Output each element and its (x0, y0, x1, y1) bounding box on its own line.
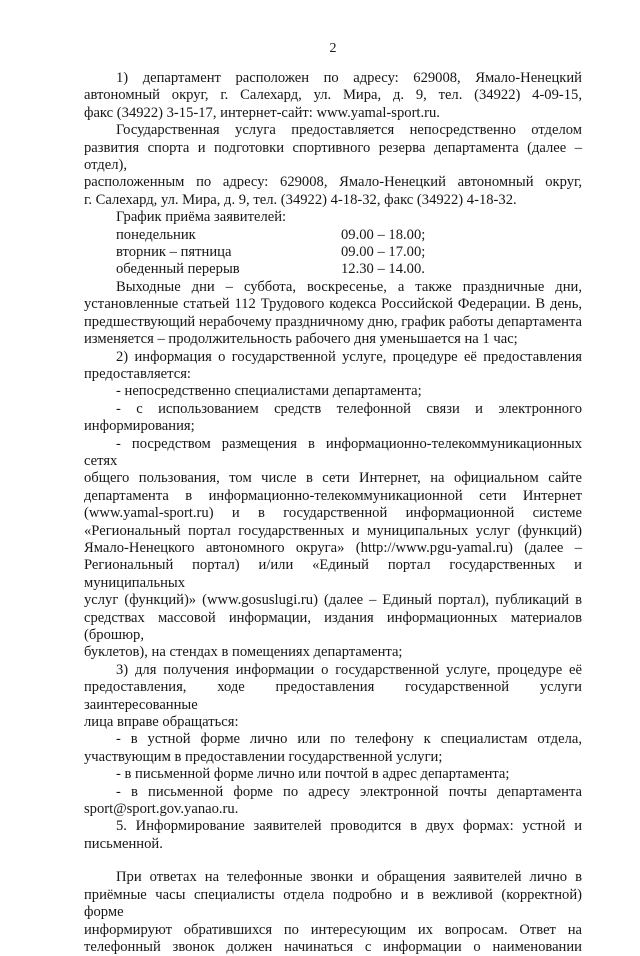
paragraph-department-address (84, 70, 582, 122)
list-item-telephone (84, 401, 582, 436)
text-line: автономный округ, г. Салехард, ул. Мира, д. 9, тел. (34922) 4-09-15, (84, 87, 582, 104)
text-line: общего пользования, том числе в сети Интернет, на официальном сайте (84, 470, 582, 487)
text-line: При ответах на телефонные звонки и обращения заявителей лично в (116, 869, 582, 886)
paragraph-information-provision (84, 349, 582, 384)
text-line: - в письменной форме лично или почтой в адрес департамента; (116, 766, 510, 783)
text-line: Выходные дни – суббота, воскресенье, а также праздничные дни, (116, 278, 582, 295)
text-line: - непосредственно специалистами департамента; (116, 383, 422, 400)
text-line: изменяется – продолжительность рабочего дня уменьшается на 1 час; (84, 331, 518, 348)
text-line: информируют обратившихся по интересующим их вопросам. Ответ на (84, 921, 582, 938)
paragraph-gap (84, 853, 582, 869)
schedule-title: График приёма заявителей: (116, 209, 287, 226)
schedule-time: 09.00 – 18.00; (341, 226, 426, 243)
document-body (84, 70, 582, 956)
text-line: средствах массовой информации, издания информационных материалов (брошюр, (84, 609, 582, 643)
list-item-written-form (84, 766, 582, 783)
text-line: развития спорта и подготовки спортивного резерва департамента (далее – отдел), (84, 139, 582, 174)
text-line: 2) информация о государственной услуге, процедуре её предоставления (116, 348, 582, 365)
schedule-day: понедельник (116, 226, 196, 243)
text-line: буклетов), на стендах в помещениях департамента; (84, 644, 403, 661)
paragraph-information-forms (84, 818, 582, 853)
text-line: установленные статьей 112 Трудового кодекса Российской Федерации. В день, (84, 296, 582, 313)
text-line: факс (34922) 3-15-17, интернет-сайт: www.yamal-sport.ru. (84, 104, 440, 121)
text-line: предоставляется: (84, 365, 191, 382)
text-line: телефонный звонок должен начинаться с информации о наименовании (84, 938, 582, 955)
page-number: 2 (329, 41, 337, 56)
text-line: - посредством размещения в информационно-телекоммуникационных сетях (84, 435, 582, 469)
schedule-row (116, 227, 582, 244)
paragraph-days-off (84, 279, 582, 349)
schedule-time: 09.00 – 17.00; (341, 244, 426, 261)
text-line: sport@sport.gov.yanao.ru. (84, 801, 239, 818)
text-line: Ямало-Ненецкого автономного округа» (http://www.pgu-yamal.ru) (далее – (84, 539, 582, 556)
text-line: лица вправе обращаться: (84, 714, 239, 731)
reception-schedule (84, 227, 582, 279)
schedule-time: 12.30 – 14.00. (341, 261, 425, 278)
text-line: письменной. (84, 835, 163, 852)
paragraph-service-department (84, 122, 582, 209)
text-line: Государственная услуга предоставляется непосредственно отделом (116, 122, 582, 139)
text-line: - в письменной форме по адресу электронной почты департамента (116, 783, 582, 800)
list-item-specialists (84, 383, 582, 400)
list-item-email (84, 784, 582, 819)
text-line: г. Салехард, ул. Мира, д. 9, тел. (34922) 4-18-32, факс (34922) 4-18-32. (84, 191, 517, 208)
text-line: приёмные часы специалисты отдела подробно и в вежливой (корректной) форме (84, 886, 582, 921)
paragraph-telephone-answers (84, 869, 582, 956)
list-item-internet (84, 436, 582, 662)
schedule-row (116, 244, 582, 261)
text-line: - в устной форме лично или по телефону к специалистам отдела, (116, 731, 582, 748)
schedule-day: вторник – пятница (116, 244, 232, 261)
text-line: «Региональный портал государственных и муниципальных услуг (функций) (84, 522, 582, 539)
text-line: услуг (функций)» (www.gosuslugi.ru) (далее – Единый портал), публикаций в (84, 592, 582, 609)
paragraph-obtaining-information (84, 662, 582, 732)
text-line: департамента в информационно-телекоммуникационной сети Интернет (84, 487, 582, 504)
text-line: 3) для получения информации о государственной услуге, процедуре её (116, 661, 582, 678)
schedule-day: обеденный перерыв (116, 261, 240, 278)
schedule-row (116, 261, 582, 278)
text-line: (www.yamal-sport.ru) и в государственной информационной системе (84, 505, 582, 522)
text-line: 5. Информирование заявителей проводится в двух формах: устной и (116, 818, 582, 835)
text-line: - с использованием средств телефонной связи и электронного (116, 400, 582, 417)
text-line: предшествующий нерабочему праздничному дню, график работы департамента (84, 313, 582, 330)
text-line: 1) департамент расположен по адресу: 629008, Ямало-Ненецкий (116, 70, 582, 86)
text-line: Региональный портал) и/или «Единый портал государственных и муниципальных (84, 557, 582, 591)
text-line: участвующим в предоставлении государственной услуги; (84, 748, 443, 765)
text-line: расположенным по адресу: 629008, Ямало-Ненецкий автономный округ, (84, 174, 582, 191)
text-line: информирования; (84, 418, 195, 435)
text-line: предоставления, ходе предоставления государственной услуги заинтересованные (84, 679, 582, 713)
list-item-oral-form (84, 731, 582, 766)
